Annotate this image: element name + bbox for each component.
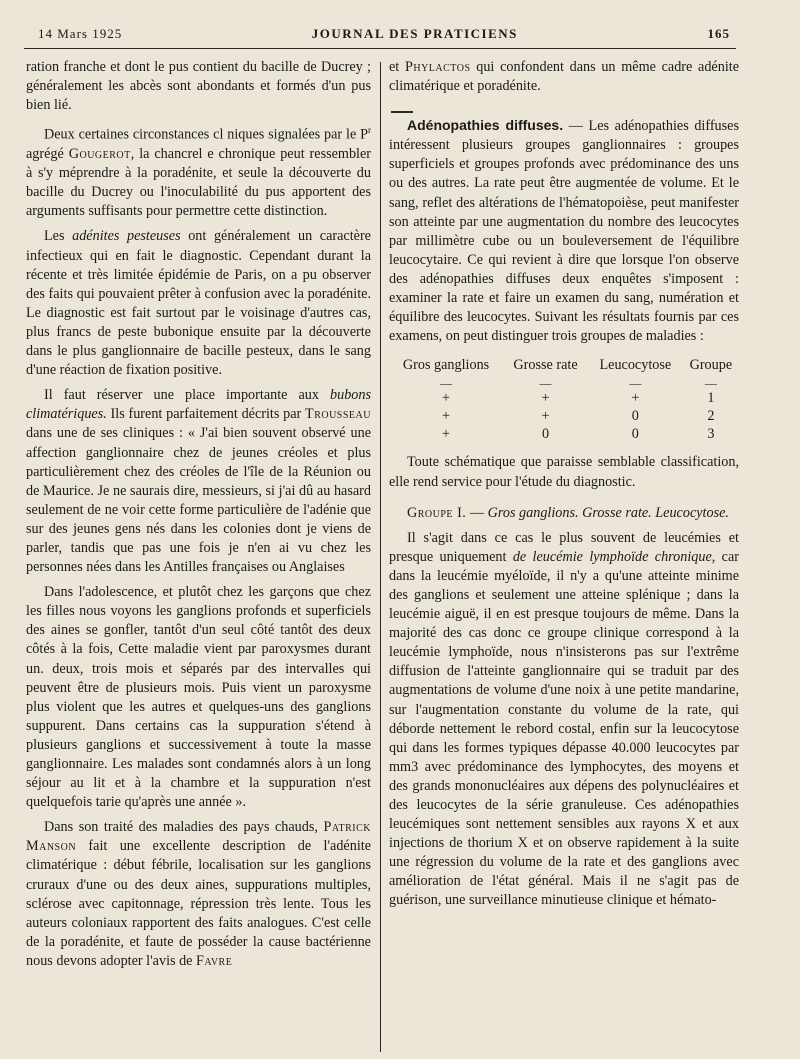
author-name: Patrick Manson	[26, 819, 371, 855]
left-column	[26, 58, 371, 977]
table-header: Gros ganglions	[402, 357, 490, 374]
group-heading: Groupe I. — Gros ganglions. Grosse rate. Leucocytose.	[407, 504, 729, 521]
table-row: + + 0 2	[442, 408, 715, 425]
section-heading: Adénopathies diffuses.	[407, 117, 564, 134]
author-name: Favre	[196, 952, 233, 969]
paragraph: Il faut réserver une place importante aux bubons climatériques. Ils furent parfaitement décrits par Trousseau dans une de ses cliniques : « J'ai bien souvent observé une affection ganglionnaire chez de jeunes créoles et plus particulièrement chez des créoles de l'île de la Réunion ou de Maurice. Je ne saurais dire, messieurs, si j'ai dû au hasard seulement de ne voir cette forme particulière de l'adénie que sur des jeunes gens nés dans les colonies dont je viens de parler, tandis que pas une fois je n'en ai vu chez les personnes nées dans les Antilles françaises ou Anglaises	[26, 387, 371, 576]
issue-date: 14 Mars 1925	[38, 26, 123, 41]
table-dash-row: — — — —	[440, 376, 717, 391]
section-mark	[391, 102, 739, 112]
table-row: + 0 0 3	[442, 426, 715, 443]
page-number: 165	[707, 26, 730, 41]
right-column	[389, 58, 739, 917]
paragraph: Il s'agit dans ce cas le plus souvent de leucémies et presque uniquement de leucémie lymphoïde chronique, car dans la leucémie myéloïde, il n'y a qu'une atteinte minime des ganglions et seulement une atteine splénique ; dans la leucémie aiguë, il en est presque toujours de même. Dans la majorité des cas donc ce groupe clinique correspond à la leucémie lymphoïde, nous n'insisterons pas sur l'extrême diffusion de l'atteinte ganglionnaire qui se traduit par des augmentations de volume d'une noix à une petite mandarine, sur l'augmentation constante du volume de la rate, qui déborde nettement le rebord costal, enfin sur la leucocytose qui dans les formes typiques dépasse 40.000 leucocytes par mm3 avec prédominance des lymphocytes, des moyens et des grands mononucléaires aux dépens des polynucléaires et des leucocytes de la série granuleuse. Ces adénopathies leucémiques sont nettement sensibles aux rayons X et aux injections de thorium X et on observe rapidement à la suite une régression du volume de la rate et des ganglions avec amélioration de l'état général. Mais il ne s'agit pas de guérison, une surveillance minutieuse clinique et hémato-	[389, 529, 739, 909]
paragraph: Dans l'adolescence, et plutôt chez les garçons que chez les filles nous voyons les ganglions profonds et superficiels des aines se gonfler, tantôt d'un seul côté tantôt des deux côtés à la fois, Cette maladie vient par paroxysmes durant un. deux, trois mois et séparés par des intervalles qui peuvent être de plusieurs mois. Puis vient un paroxysme plus violent que les autres et quelques-uns des ganglions suppurent. Dans certains cas la suppuration s'étend à plusieurs ganglions et successivement à toute la masse ganglionnaire. Les malades sont condamnés alors à un long séjour au lit et à la chambre et la suppuration n'est quelquefois tarie qu'après une année ».	[26, 584, 371, 811]
journal-title: JOURNAL DES PRATICIENS	[311, 26, 518, 41]
paragraph: Deux certaines circonstances cl niques signalées par le $P^r$ agrégé Gougerot, la chancrel e chronique peut ressembler à s'y méprendre à la poradénite, et seule la découverte du bacille du Ducrey ou l'inoculabilité du pus apportent des arguments suffisants pour permettre cette distinction.	[26, 125, 372, 220]
table-header-row	[389, 356, 739, 377]
paragraph: Adénopathies diffuses. — Les adénopathies diffuses intéressent plusieurs groupes ganglionnaires : groupes superficiels et groupes profonds avec prédominance des uns ou des autres. La rate peut être augmentée de volume. Et le sang, reflet des altérations de l'hématopoièse, peut manifester son atteinte par une augmentation du nombre des leucocytes par millimètre cube ou un bouleversement de l'équilibre leucocytaire. Ce qui revient à dire que lorsque l'on observe des adénopathies diffuses deux enquêtes s'imposent : examiner la rate et faire un examen du sang, numération et équilibre des leucocytes. Suivant les résultats fournis par ces examens, on peut distinguer trois groupes de maladies :	[389, 117, 739, 345]
table-header: Leucocytose	[599, 357, 672, 374]
header-rule	[24, 48, 736, 49]
table-row: + + + 1	[442, 390, 715, 407]
paragraph: ration franche et dont le pus contient du bacille de Ducrey ; généralement les abcès sont abondants et formés d'un pus bien lié.	[26, 59, 371, 114]
paragraph: et Phylactos qui confondent dans un même cadre adénite climatérique et poradénite.	[389, 59, 740, 95]
author-name: Trousseau	[305, 406, 371, 423]
author-name: Gougerot	[68, 146, 131, 163]
table-header: Groupe	[689, 357, 733, 374]
paragraph: Les adénites pesteuses ont généralement un caractère infectieux qui en fait le diagnostic. Cependant durant la récente et très limitée épidémie de Paris, on a pu observer des faits qui pouvaient prêter à confusion avec la poradénite. Le diagnostic est fait surtout par le voisinage d'autres cas, plus francs de peste bubonique ensuite par la découverte dans le plus ganglionnaire de bacille pesteux, dans le sang d'une réaction de fixation positive.	[26, 228, 371, 379]
paragraph: Toute schématique que paraisse semblable classification, elle rend service pour l'étude du diagnostic.	[389, 454, 739, 490]
author-name: Phylactos	[404, 59, 471, 75]
table-header: Grosse rate	[513, 357, 578, 374]
paragraph: Dans son traité des maladies des pays chauds, Patrick Manson fait une excellente description de l'adénite climatérique : début fébrile, localisation sur les ganglions cruraux d'une ou des deux aines, suppurations multiples, sclérose avec capitonnage, répression très lente. Tous les auteurs coloniaux rapportent des faits analogues. C'est celle de la poradénite, et faute de posséder la cause bactérienne nous devons adopter l'avis de Favre	[26, 819, 371, 969]
running-header	[38, 22, 730, 46]
groups-table	[389, 356, 739, 443]
column-divider	[380, 62, 381, 1052]
